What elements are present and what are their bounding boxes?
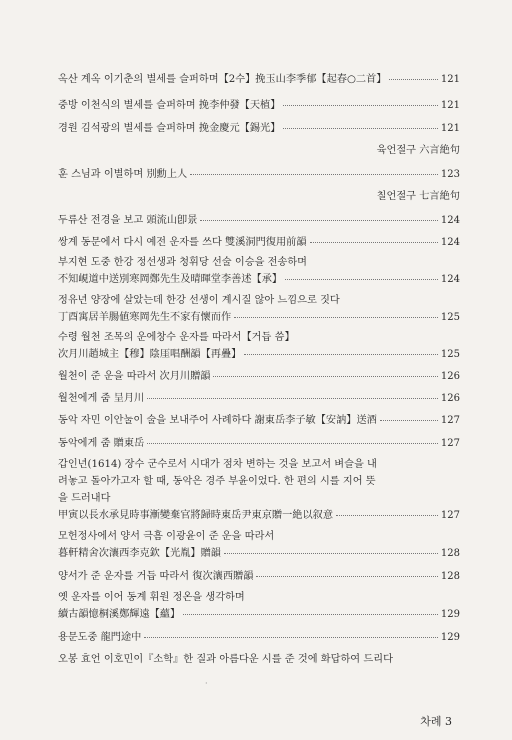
toc-entry[interactable] [58,389,460,404]
entry-korean-line: 모헌정사에서 양서 극흠 이광윤이 준 운을 따라서 [58,531,275,542]
entry-page: 128 [440,571,460,582]
toc-entry[interactable] [58,211,460,226]
entry-page: 125 [440,312,460,323]
entry-title: 丁酉寓居羊腸値寒岡先生不家有懷而作 [58,312,232,323]
entry-page: 129 [440,632,460,643]
section-heading: 육언절구 六言絶句 [376,145,460,156]
toc-entry[interactable] [58,605,460,620]
toc-entry[interactable] [58,270,460,285]
leader-dots [244,354,438,355]
toc-entry[interactable] [58,345,460,360]
entry-korean-line: 오봉 효언 이호민이『소학』한 질과 아름다운 시를 준 것에 화답하여 드리다 [58,654,393,665]
stray-dot: · [205,679,208,688]
entry-title: 次月川趙城主【穆】陰厓唱酬韻【再疊】 [58,349,242,360]
entry-page: 127 [440,415,460,426]
leader-dots [336,515,438,516]
toc-entry[interactable] [58,506,460,521]
footer-page-number: 3 [445,715,452,728]
entry-korean-line: 려놓고 돌아가고자 할 때, 동악은 경주 부윤이었다. 한 편의 시를 지어 뜻 [58,476,376,487]
entry-korean-line: 정유년 양장에 살았는데 한강 선생이 계시질 않아 느낌으로 짓다 [58,295,340,306]
leader-dots [389,79,438,80]
entry-title: 동악 자민 이안눌이 술을 보내주어 사례하다 謝東岳李子敏【安訥】送酒 [58,415,377,426]
toc-entry[interactable] [58,70,460,85]
leader-dots [285,279,438,280]
entry-page: 129 [440,609,460,620]
entry-page: 121 [440,123,460,134]
leader-dots [147,443,438,444]
leader-dots [213,376,437,377]
leader-dots [283,105,438,106]
leader-dots [234,317,438,318]
toc-entry[interactable] [58,411,460,426]
leader-dots [380,420,438,421]
entry-page: 123 [440,169,460,180]
entry-page: 127 [440,510,460,521]
entry-title: 두류산 전경을 보고 頭流山卽景 [58,215,198,226]
entry-page: 125 [440,349,460,360]
entry-title: 옥산 계옥 이기춘의 별세를 슬퍼하며【2수】挽玉山李季郁【起春○二首】 [58,74,387,85]
entry-korean-line: 옛 운자를 이어 동계 휘원 정온을 생각하며 [58,592,245,603]
section-heading: 칠언절구 七言絶句 [376,191,460,202]
toc-entry[interactable] [58,567,460,582]
entry-page: 124 [440,237,460,248]
toc-entry[interactable] [58,367,460,382]
leader-dots [310,242,438,243]
entry-title: 용문도중 龍門途中 [58,632,142,643]
toc-entry[interactable] [58,96,460,111]
entry-korean-line: 을 드러내다 [58,493,111,504]
entry-page: 126 [440,393,460,404]
entry-title: 不知峴道中送別寒岡鄭先生及晴暉堂李善述【承】 [58,274,283,285]
entry-title: 경원 김석광의 별세를 슬퍼하며 挽金慶元【錫光】 [58,123,281,134]
toc-entry[interactable] [58,434,460,449]
entry-page: 124 [440,215,460,226]
footer-label: 차례 [420,715,442,728]
entry-title: 續古韻憶桐溪鄭輝遠【蘊】 [58,609,181,620]
entry-title: 월천에게 줌 呈月川 [58,393,145,404]
entry-korean-line: 수령 월천 조목의 운에창수 운자를 따라서【거듭 씀】 [58,332,295,343]
toc-entry[interactable] [58,233,460,248]
entry-title: 중방 이천식의 별세를 슬퍼하며 挽李仲發【天植】 [58,100,281,111]
leader-dots [224,553,438,554]
toc-entry[interactable] [58,544,460,559]
toc-entry[interactable] [58,165,460,180]
leader-dots [183,614,438,615]
entry-page: 126 [440,371,460,382]
entry-page: 127 [440,438,460,449]
entry-title: 월천이 준 운을 따라서 次月川贈韻 [58,371,211,382]
entry-page: 124 [440,274,460,285]
entry-korean-line: 갑인년(1614) 장수 군수로서 시대가 점차 변하는 것을 보고서 벼슬을 내 [58,459,377,470]
leader-dots [190,174,438,175]
leader-dots [283,128,438,129]
entry-title: 暮軒精舍次瀼西李克欽【光胤】贈韻 [58,548,221,559]
entry-page: 128 [440,548,460,559]
page-footer [420,713,452,729]
leader-dots [144,637,438,638]
entry-title: 甲寅以長水承見時事漸變棄官將歸時東岳尹東京贈一絶以叙意 [58,510,334,521]
entry-title: 양서가 준 운자를 거듭 따라서 復次瀼西贈韻 [58,571,254,582]
toc-entry[interactable] [58,119,460,134]
entry-page: 121 [440,74,460,85]
entry-title: 쌍계 동문에서 다시 예전 운자를 쓰다 雙溪洞門復用前韻 [58,237,307,248]
toc-entry[interactable] [58,308,460,323]
entry-page: 121 [440,100,460,111]
leader-dots [256,576,437,577]
entry-korean-line: 부지현 도중 한강 정선생과 청휘당 선술 이승을 전송하며 [58,257,308,268]
leader-dots [147,398,438,399]
toc-entry[interactable] [58,628,460,643]
entry-title: 훈 스님과 이별하며 別勳上人 [58,169,188,180]
leader-dots [200,220,438,221]
entry-title: 동악에게 줌 贈東岳 [58,438,145,449]
